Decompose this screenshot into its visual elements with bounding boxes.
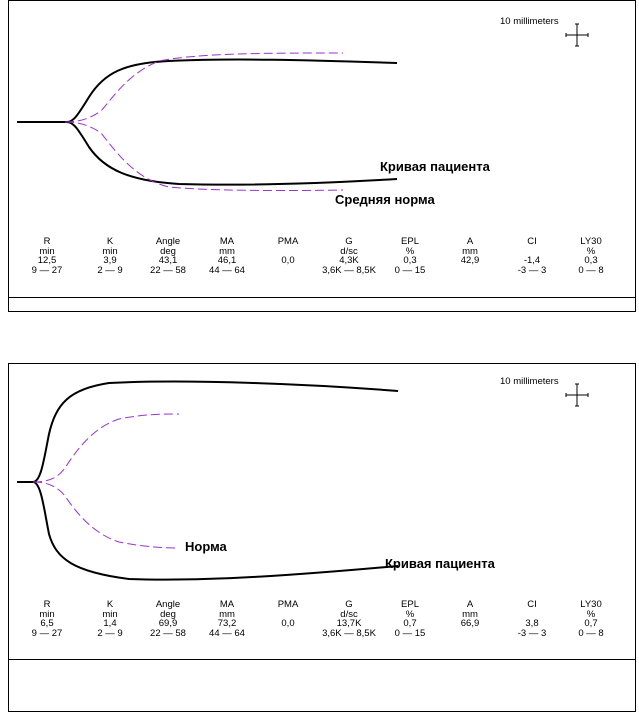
param-name: R — [43, 236, 51, 247]
param-range: 3,6K — 8,5K — [322, 627, 376, 639]
param-name: EPL — [401, 599, 419, 610]
param-name: G — [345, 599, 353, 610]
param-name: MA — [219, 236, 235, 247]
norm-curve-label: Норма — [185, 539, 227, 554]
param-value: 0,3 — [584, 255, 598, 267]
param-unit: mm — [219, 245, 235, 257]
param-name: R — [43, 599, 51, 610]
param-unit: d/sc — [340, 608, 358, 620]
param-name: G — [345, 236, 353, 247]
param-name: EPL — [401, 236, 419, 247]
param-name: CI — [527, 599, 537, 610]
param-unit: % — [586, 245, 596, 257]
patient-curve-upper — [17, 60, 397, 122]
param-value: 6,5 — [40, 618, 54, 630]
param-name: Angle — [155, 599, 181, 610]
param-g — [314, 237, 384, 275]
param-range: 9 — 27 — [31, 264, 63, 276]
param-pma — [253, 600, 323, 638]
param-value: 66,9 — [460, 618, 480, 630]
param-unit: mm — [462, 608, 478, 620]
param-unit: min — [102, 245, 118, 257]
norm-curve-lower — [33, 482, 179, 548]
param-value: 73,2 — [217, 618, 237, 630]
param-name: K — [106, 236, 114, 247]
param-range: 0 — 15 — [394, 264, 426, 276]
param-range: 22 — 58 — [150, 627, 186, 639]
param-a — [435, 600, 505, 638]
param-ma — [192, 600, 262, 638]
param-name: LY30 — [580, 236, 602, 247]
scale-label: 10 millimeters — [500, 376, 559, 387]
norm-curve-upper — [33, 414, 179, 482]
param-range: 3,6K — 8,5K — [322, 264, 376, 276]
patient-curve-lower — [17, 482, 398, 580]
param-value: 0,0 — [281, 255, 295, 267]
param-unit: deg — [160, 245, 176, 257]
param-name: K — [106, 599, 114, 610]
param-g — [314, 600, 384, 638]
param-range: -3 — 3 — [517, 264, 547, 276]
param-r — [12, 237, 82, 275]
norm-curve-label: Средняя норма — [335, 192, 435, 207]
param-range: 2 — 9 — [97, 627, 123, 639]
param-unit: mm — [462, 245, 478, 257]
param-unit: % — [405, 608, 415, 620]
param-name: PMA — [277, 599, 299, 610]
param-name: A — [466, 236, 474, 247]
param-unit: min — [102, 608, 118, 620]
param-value: 69,9 — [158, 618, 178, 630]
param-range: 9 — 27 — [31, 627, 63, 639]
patient-curve-label: Кривая пациента — [380, 159, 490, 174]
param-range: 0 — 8 — [578, 264, 604, 276]
param-unit: % — [586, 608, 596, 620]
norm-curve-upper — [65, 53, 343, 122]
param-unit: deg — [160, 608, 176, 620]
param-unit: % — [405, 245, 415, 257]
param-unit: min — [39, 245, 55, 257]
param-value: 0,0 — [281, 618, 295, 630]
param-name: MA — [219, 599, 235, 610]
param-value: -1,4 — [523, 255, 541, 267]
param-range: 44 — 64 — [209, 264, 245, 276]
param-value: 42,9 — [460, 255, 480, 267]
param-value: 0,7 — [403, 618, 417, 630]
param-value: 1,4 — [103, 618, 117, 630]
teg-chart-area-1 — [9, 1, 635, 298]
scale-cross-icon — [566, 24, 588, 46]
norm-curve-lower — [65, 122, 343, 191]
param-name: Angle — [155, 236, 181, 247]
param-value: 3,9 — [103, 255, 117, 267]
scale-cross-icon — [566, 384, 588, 406]
param-a — [435, 237, 505, 275]
param-value: 13,7K — [336, 618, 362, 630]
param-unit: d/sc — [340, 245, 358, 257]
param-value: 0,3 — [403, 255, 417, 267]
param-unit: min — [39, 608, 55, 620]
param-range: 44 — 64 — [209, 627, 245, 639]
param-r — [12, 600, 82, 638]
param-value: 3,8 — [525, 618, 539, 630]
param-name: LY30 — [580, 599, 602, 610]
param-ly30 — [556, 237, 626, 275]
param-range — [435, 629, 505, 639]
param-range: 2 — 9 — [97, 264, 123, 276]
teg-panel-2 — [8, 363, 636, 712]
param-value: 43,1 — [158, 255, 178, 267]
param-unit: mm — [219, 608, 235, 620]
param-ma — [192, 237, 262, 275]
param-range — [253, 266, 323, 276]
teg-chart-area-2 — [9, 364, 635, 660]
param-range: 22 — 58 — [150, 264, 186, 276]
param-name: PMA — [277, 236, 299, 247]
param-range — [253, 629, 323, 639]
param-value: 46,1 — [217, 255, 237, 267]
param-range: 0 — 8 — [578, 627, 604, 639]
param-name: CI — [527, 236, 537, 247]
patient-curve-label: Кривая пациента — [385, 556, 495, 571]
param-value: 12,5 — [37, 255, 57, 267]
patient-curve-lower — [17, 122, 397, 185]
param-ly30 — [556, 600, 626, 638]
param-range: -3 — 3 — [517, 627, 547, 639]
param-range: 0 — 15 — [394, 627, 426, 639]
param-value: 4,3K — [339, 255, 359, 267]
teg-panel-1 — [8, 0, 636, 312]
param-pma — [253, 237, 323, 275]
scale-label: 10 millimeters — [500, 16, 559, 27]
param-value: 0,7 — [584, 618, 598, 630]
patient-curve-upper — [17, 382, 398, 482]
param-name: A — [466, 599, 474, 610]
param-range — [435, 266, 505, 276]
